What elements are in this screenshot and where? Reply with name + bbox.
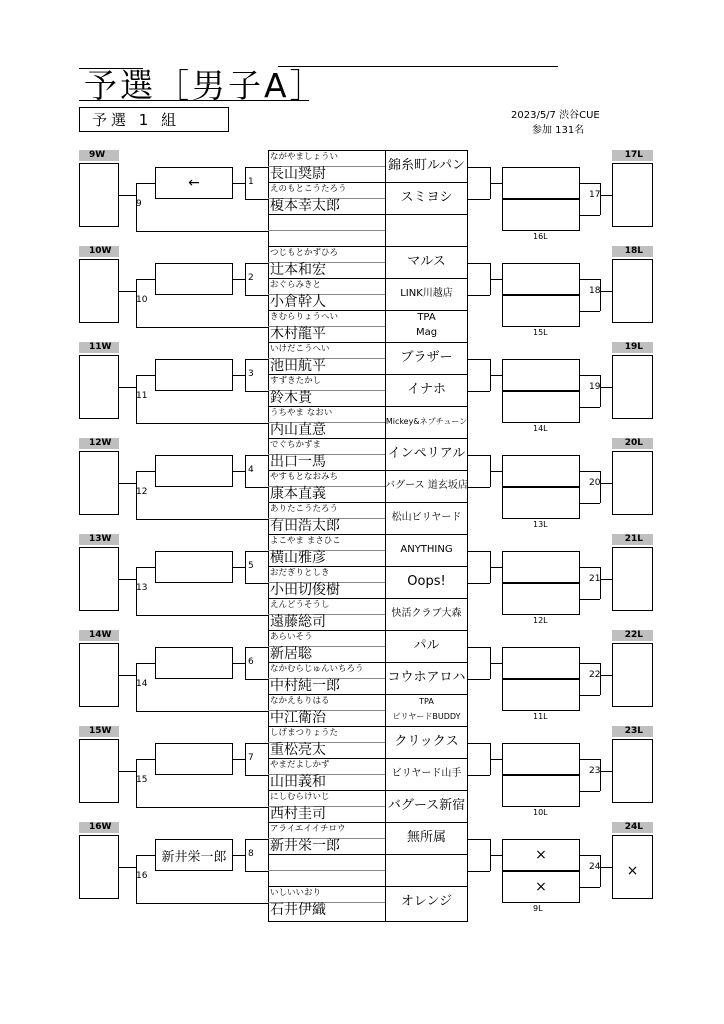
left-slot-box xyxy=(79,355,119,419)
bracket-line xyxy=(119,867,136,868)
header-winner: 10W xyxy=(79,246,119,257)
loser-label: 11L xyxy=(533,712,548,721)
bracket-line xyxy=(119,579,136,580)
player-club: ビリヤード山手 xyxy=(391,768,462,779)
player-club: イナホ xyxy=(406,382,446,397)
table-row-line xyxy=(268,566,468,567)
bracket-line xyxy=(233,663,245,664)
bracket-line xyxy=(245,295,268,296)
bracket-line xyxy=(233,471,245,472)
player-club: TPA ビリヤードBUDDY xyxy=(392,697,461,721)
header-loser: 19L xyxy=(612,342,653,353)
match-number: 10 xyxy=(136,295,148,305)
left-slot-box xyxy=(79,547,119,611)
bracket-line xyxy=(136,567,155,568)
bracket-line xyxy=(490,183,502,184)
match-number: 16 xyxy=(136,871,148,881)
header-loser: 17L xyxy=(612,150,653,161)
bracket-line xyxy=(245,839,268,840)
header-winner: 15W xyxy=(79,726,119,737)
player-club: Oops! xyxy=(407,574,446,589)
bracket-line xyxy=(468,487,490,488)
player-name: 新井栄一郎 xyxy=(270,838,340,854)
header-winner: 16W xyxy=(79,822,119,833)
bracket-line xyxy=(490,471,502,472)
header-winner: 13W xyxy=(79,534,119,545)
bracket-line xyxy=(245,359,246,391)
table-row-line xyxy=(268,214,468,215)
loser-box xyxy=(502,359,580,391)
table-row-line xyxy=(268,822,468,823)
bracket-line xyxy=(233,855,245,856)
match-number: 11 xyxy=(136,391,148,401)
bracket-line xyxy=(245,647,246,679)
loser-box xyxy=(502,647,580,679)
loser-label: 12L xyxy=(533,616,548,625)
player-kana: しげまつりょうた xyxy=(270,728,339,738)
table-row-line xyxy=(268,438,468,439)
header-loser: 20L xyxy=(612,438,653,449)
player-club: コウホアロハ xyxy=(387,670,466,685)
bracket-line xyxy=(136,471,155,472)
bracket-line xyxy=(580,887,600,888)
match-box xyxy=(155,359,233,391)
header-loser: 22L xyxy=(612,630,653,641)
right-slot-box xyxy=(612,547,653,611)
loser-box xyxy=(502,583,580,615)
player-club: 松山ビリヤード xyxy=(391,512,462,523)
table-row-line xyxy=(268,790,468,791)
bracket-line xyxy=(245,775,268,776)
bracket-line xyxy=(233,183,245,184)
match-number: 2 xyxy=(248,273,254,283)
player-kana: うちやま なおい xyxy=(270,408,333,418)
bracket-line xyxy=(245,455,246,487)
bracket-line xyxy=(600,771,612,772)
bracket-line xyxy=(600,291,612,292)
player-club: LINK川越店 xyxy=(400,288,453,299)
left-slot-box xyxy=(79,451,119,515)
bracket-line xyxy=(119,387,136,388)
table-row-line xyxy=(268,470,468,471)
right-slot-box xyxy=(612,643,653,707)
match-number: 19 xyxy=(589,382,601,392)
table-row-subline xyxy=(268,230,385,231)
bracket-line xyxy=(468,775,490,776)
bracket-line xyxy=(580,855,600,856)
date-venue: 2023/5/7 渋谷CUE xyxy=(511,110,600,121)
bracket-line xyxy=(136,855,155,856)
x-mark: × xyxy=(535,879,547,895)
player-kana: やすもとなおみち xyxy=(270,472,339,482)
bracket-line xyxy=(119,195,136,196)
player-name: 重松亮太 xyxy=(270,742,326,758)
bracket-line xyxy=(136,183,155,184)
bracket-line xyxy=(245,679,268,680)
left-slot-box xyxy=(79,643,119,707)
player-club: パル xyxy=(413,638,440,653)
bracket-line xyxy=(136,615,268,616)
match-number: 14 xyxy=(136,679,148,689)
page-title: 予選［男子A］ xyxy=(84,66,326,105)
header-winner: 14W xyxy=(79,630,119,641)
table-row-line xyxy=(268,630,468,631)
match-number: 6 xyxy=(248,657,254,667)
player-kana: アライエイイチロウ xyxy=(270,824,346,834)
bracket-line xyxy=(600,675,612,676)
title-rule xyxy=(79,68,143,69)
player-kana: よこやま まさひこ xyxy=(270,536,341,546)
bracket-line xyxy=(245,871,268,872)
player-name: 池田航平 xyxy=(270,358,326,374)
bracket-line xyxy=(600,387,612,388)
match-number: 7 xyxy=(248,753,254,763)
bracket-line xyxy=(468,295,490,296)
loser-label: 16L xyxy=(533,232,548,241)
match-number: 18 xyxy=(589,286,601,296)
bracket-line xyxy=(468,167,490,168)
table-row-line xyxy=(268,726,468,727)
match-number: 4 xyxy=(248,465,254,475)
entry-count: 参加 131名 xyxy=(532,125,585,136)
player-kana: やまだよしかず xyxy=(270,760,330,770)
bracket-line xyxy=(580,599,600,600)
loser-box xyxy=(502,455,580,487)
player-kana: いけだこうへい xyxy=(270,344,330,354)
loser-box xyxy=(502,295,580,327)
match-number: 5 xyxy=(248,561,254,571)
bracket-line xyxy=(245,743,246,775)
bracket-line xyxy=(468,359,490,360)
bracket-line xyxy=(245,551,246,583)
bracket-line xyxy=(245,647,268,648)
bracket-line xyxy=(136,423,268,424)
match-box xyxy=(155,551,233,583)
player-name: 鈴木貴 xyxy=(270,390,312,406)
match-box xyxy=(155,743,233,775)
player-name: 横山雅彦 xyxy=(270,550,326,566)
bracket-line xyxy=(136,711,268,712)
loser-box xyxy=(502,199,580,231)
bracket-line xyxy=(580,311,600,312)
bracket-line xyxy=(468,647,490,648)
player-name: 康本直義 xyxy=(270,486,326,502)
player-name: 山田義和 xyxy=(270,774,326,790)
header-loser: 21L xyxy=(612,534,653,545)
right-slot-box xyxy=(612,355,653,419)
player-name: 中村純一郎 xyxy=(270,678,340,694)
bracket-line xyxy=(580,663,600,664)
bracket-line xyxy=(468,679,490,680)
player-kana: ながやましょうい xyxy=(270,152,339,162)
loser-label: 15L xyxy=(533,328,548,337)
match-number: 12 xyxy=(136,487,148,497)
arrow-icon: ← xyxy=(188,175,200,191)
bracket-line xyxy=(490,759,502,760)
loser-box xyxy=(502,263,580,295)
player-kana: えんどうそうし xyxy=(270,600,330,610)
loser-box xyxy=(502,743,580,775)
bracket-line xyxy=(468,583,490,584)
bracket-line xyxy=(136,279,155,280)
bracket-line xyxy=(233,375,245,376)
table-row-line xyxy=(268,182,468,183)
bracket-line xyxy=(600,195,612,196)
bracket-line xyxy=(245,743,268,744)
player-club: オレンジ xyxy=(400,894,453,909)
match-number: 9 xyxy=(136,199,142,209)
bracket-line xyxy=(600,579,612,580)
right-slot-box xyxy=(612,259,653,323)
bracket-line xyxy=(490,567,502,568)
right-slot-box xyxy=(612,739,653,803)
bracket-line xyxy=(580,791,600,792)
player-club: バグース 道玄坂店 xyxy=(385,480,468,491)
player-name: 小倉幹人 xyxy=(270,294,326,310)
header-loser: 24L xyxy=(612,822,653,833)
bracket-line xyxy=(136,903,268,904)
player-club: 無所属 xyxy=(406,830,446,845)
bracket-line xyxy=(468,871,490,872)
header-loser: 18L xyxy=(612,246,653,257)
loser-box xyxy=(502,391,580,423)
match-box xyxy=(155,263,233,295)
table-row-line xyxy=(268,662,468,663)
bracket-line xyxy=(490,375,502,376)
bracket-line xyxy=(580,215,600,216)
player-club: Mickey&ネプチューン xyxy=(385,417,468,426)
title-rule xyxy=(278,66,558,67)
bracket-line xyxy=(233,567,245,568)
table-row-line xyxy=(268,854,468,855)
title-underline xyxy=(79,100,309,101)
bracket-line xyxy=(136,519,268,520)
player-kana: すずきたかし xyxy=(270,376,322,386)
bracket-line xyxy=(136,231,268,232)
player-club: クリックス xyxy=(394,734,459,749)
match-box xyxy=(155,647,233,679)
player-name: 石井伊織 xyxy=(270,902,326,918)
bracket-line xyxy=(580,407,600,408)
player-club: 錦糸町ルパン xyxy=(387,158,466,173)
table-row-line xyxy=(268,246,468,247)
table-row-line xyxy=(268,406,468,407)
player-club: バグース新宿 xyxy=(387,798,466,813)
player-club: スミヨシ xyxy=(400,190,453,205)
loser-label: 13L xyxy=(533,520,548,529)
bracket-line xyxy=(490,663,502,664)
player-name: 長山奨尉 xyxy=(270,166,326,182)
match-number: 17 xyxy=(589,190,601,200)
player-kana: にしむらけいじ xyxy=(270,792,330,802)
player-club: マルス xyxy=(407,254,446,269)
match-number: 24 xyxy=(589,862,601,872)
player-name: 中江衛治 xyxy=(270,710,326,726)
table-row-line xyxy=(268,534,468,535)
loser-label: 9L xyxy=(533,904,543,913)
match-number: 23 xyxy=(589,766,601,776)
left-slot-box xyxy=(79,163,119,227)
bracket-line xyxy=(119,675,136,676)
left-slot-box xyxy=(79,835,119,899)
bracket-line xyxy=(468,455,490,456)
match-number: 21 xyxy=(589,574,601,584)
bracket-line xyxy=(468,839,490,840)
match-number: 13 xyxy=(136,583,148,593)
loser-box xyxy=(502,551,580,583)
player-name: 辻本和宏 xyxy=(270,262,326,278)
bracket-line xyxy=(245,839,246,871)
x-mark: × xyxy=(626,863,639,879)
table-row-line xyxy=(268,886,468,887)
player-kana: おぐらみきと xyxy=(270,280,322,290)
bracket-line xyxy=(580,503,600,504)
bracket-line xyxy=(245,263,268,264)
player-name: 新居聡 xyxy=(270,646,312,662)
player-name: 遠藤総司 xyxy=(270,614,326,630)
bracket-line xyxy=(580,567,600,568)
match-box xyxy=(155,455,233,487)
header-winner: 9W xyxy=(79,150,119,161)
header-winner: 11W xyxy=(79,342,119,353)
group-label: 予選 1 組 xyxy=(79,107,229,132)
bracket-line xyxy=(490,855,502,856)
match-number: 20 xyxy=(589,478,601,488)
header-winner: 12W xyxy=(79,438,119,449)
player-name: 内山直意 xyxy=(270,422,326,438)
bracket-line xyxy=(468,199,490,200)
loser-box xyxy=(502,775,580,807)
bracket-line xyxy=(245,487,268,488)
player-kana: つじもとかずひろ xyxy=(270,248,339,258)
bracket-line xyxy=(119,771,136,772)
bracket-line xyxy=(490,279,502,280)
match-number: 22 xyxy=(589,670,601,680)
loser-label: 14L xyxy=(533,424,548,433)
bracket-line xyxy=(136,807,268,808)
bracket-line xyxy=(136,327,268,328)
bracket-line xyxy=(245,455,268,456)
bracket-line xyxy=(245,199,268,200)
bracket-line xyxy=(468,263,490,264)
x-mark: × xyxy=(535,847,547,863)
player-name: 出口一馬 xyxy=(270,454,326,470)
player-name: 木村龍平 xyxy=(270,326,326,342)
loser-box xyxy=(502,679,580,711)
bracket-line xyxy=(600,483,612,484)
loser-label: 10L xyxy=(533,808,548,817)
bracket-line xyxy=(580,279,600,280)
table-row-line xyxy=(268,278,468,279)
bracket-line xyxy=(245,263,246,295)
bracket-line xyxy=(580,759,600,760)
right-slot-box xyxy=(612,451,653,515)
table-row-line xyxy=(268,342,468,343)
bracket-line xyxy=(136,375,155,376)
bracket-line xyxy=(245,359,268,360)
bracket-line xyxy=(136,759,155,760)
bracket-line xyxy=(468,391,490,392)
player-club: ブラザー xyxy=(400,350,453,365)
match-number: 8 xyxy=(248,849,254,859)
bracket-line xyxy=(245,583,268,584)
match-number: 15 xyxy=(136,775,148,785)
bracket-line xyxy=(580,695,600,696)
player-kana: なかむらじゅんいちろう xyxy=(270,664,364,674)
table-row-subline xyxy=(268,870,385,871)
player-club: ANYTHING xyxy=(400,544,453,555)
player-kana: あらいそう xyxy=(270,632,313,642)
bracket-line xyxy=(233,759,245,760)
player-club: インペリアル xyxy=(387,446,466,461)
player-kana: いしいいおり xyxy=(270,888,322,898)
player-name: 有田浩太郎 xyxy=(270,518,340,534)
bracket-line xyxy=(580,471,600,472)
table-row-line xyxy=(268,758,468,759)
match-number: 3 xyxy=(248,369,254,379)
table-row-line xyxy=(268,374,468,375)
bracket-line xyxy=(580,375,600,376)
player-kana: なかえもりはる xyxy=(270,696,330,706)
match-number: 1 xyxy=(248,177,254,187)
bracket-line xyxy=(245,391,268,392)
loser-box xyxy=(502,167,580,199)
bracket-line xyxy=(119,291,136,292)
player-club: TPA Mag xyxy=(415,312,438,338)
table-row-line xyxy=(268,598,468,599)
bracket-line xyxy=(119,483,136,484)
left-slot-box xyxy=(79,739,119,803)
bracket-line xyxy=(245,167,246,199)
player-name: 小田切俊樹 xyxy=(270,582,340,598)
bracket-line xyxy=(245,167,268,168)
bracket-line xyxy=(600,867,612,868)
loser-box xyxy=(502,487,580,519)
player-name: 榎本幸太郎 xyxy=(270,198,340,214)
bracket-line xyxy=(136,663,155,664)
bracket-line xyxy=(245,551,268,552)
header-loser: 23L xyxy=(612,726,653,737)
bracket-line xyxy=(468,551,490,552)
player-kana: ありたこうたろう xyxy=(270,504,339,514)
player-kana: おだぎりとしき xyxy=(270,568,330,578)
player-kana: えのもとこうたろう xyxy=(270,184,347,194)
right-slot-box xyxy=(612,163,653,227)
bracket-line xyxy=(468,743,490,744)
bracket-line xyxy=(233,279,245,280)
player-kana: でぐちかずま xyxy=(270,440,322,450)
match-8-advancer: 新井栄一郎 xyxy=(161,849,227,865)
bracket-line xyxy=(580,183,600,184)
left-slot-box xyxy=(79,259,119,323)
table-row-line xyxy=(268,502,468,503)
player-name: 西村圭司 xyxy=(270,806,326,822)
player-club: 快活クラブ大森 xyxy=(391,608,462,619)
player-kana: きむらりょうへい xyxy=(270,312,339,322)
